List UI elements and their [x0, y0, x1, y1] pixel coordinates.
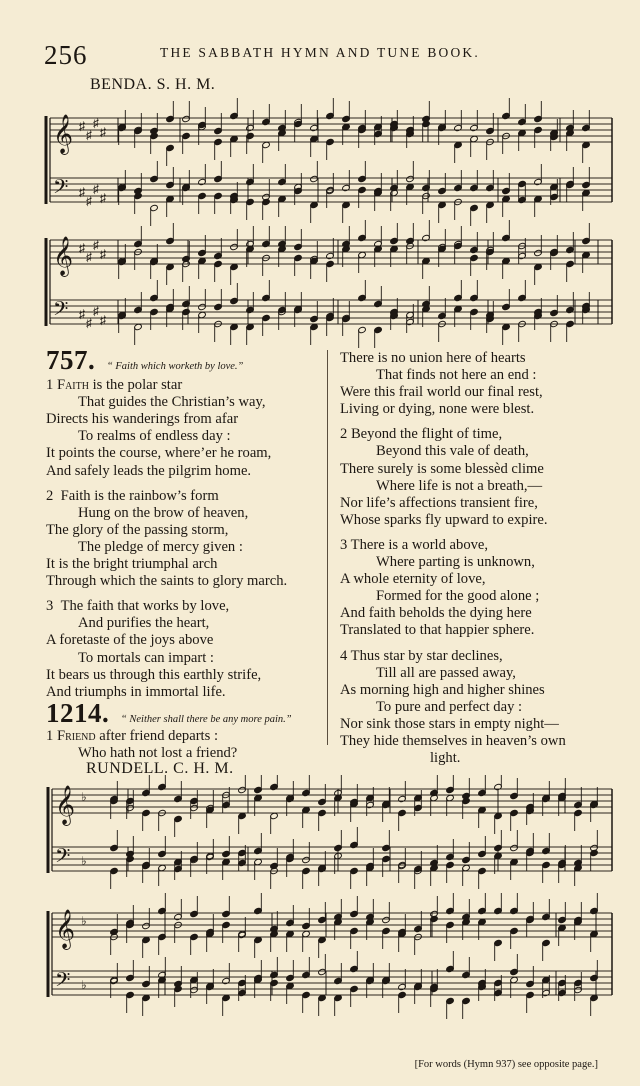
key-signature: ♯: [93, 304, 99, 318]
stanza-line: 1 Faith is the polar star: [46, 377, 183, 394]
running-title: THE SABBATH HYMN AND TUNE BOOK.: [160, 45, 480, 60]
stanza-line: They hide themselves in heaven’s own: [340, 732, 566, 749]
stanza-line: 1 Friend after friend departs :: [46, 727, 218, 744]
stanza-line: To mortals can impart :: [78, 649, 214, 666]
stanza-line: And faith beholds the dying here: [340, 605, 532, 622]
stanza-line: It points the course, where’er he roam,: [46, 445, 272, 462]
stanza-line: Living or dying, none were blest.: [340, 401, 535, 418]
stanza-line: Beyond this vale of death,: [376, 443, 529, 460]
hymn-number: 757.: [46, 345, 96, 375]
stanza-line: 4 Thus star by star declines,: [340, 647, 503, 664]
bass-clef: 𝄢: [53, 297, 69, 325]
key-signature: ♭: [81, 790, 87, 804]
stanza-line: Directs his wanderings from afar: [46, 411, 239, 428]
key-signature: ♭: [81, 978, 87, 992]
stanza-line: And triumphs in immortal life.: [46, 683, 226, 700]
treble-clef: 𝄞: [53, 236, 74, 276]
column-divider: [327, 350, 328, 745]
stanza-line: Nor life’s affections transient fire,: [340, 494, 538, 511]
stanza-line: And purifies the heart,: [78, 615, 210, 632]
stanza-line: There is no union here of hearts: [340, 350, 526, 366]
stanza-line: As morning high and higher shines: [340, 681, 545, 698]
bass-clef: 𝄢: [53, 175, 69, 203]
stanza-line: That guides the Christian’s way,: [78, 394, 266, 411]
stanza-line: Translated to that happier sphere.: [340, 622, 535, 639]
key-signature: ♯: [79, 185, 85, 199]
stanza-line: Formed for the good alone ;: [376, 588, 540, 605]
stanza-line: A foretaste of the joys above: [46, 632, 214, 649]
tune-title-benda: BENDA. S. H. M.: [90, 76, 216, 93]
stanza-line: Where life is not a breath,—: [376, 477, 543, 494]
stanza-line: A whole eternity of love,: [340, 571, 486, 588]
stanza-line: 2 Faith is the rainbow’s form: [46, 487, 219, 504]
treble-clef: 𝄞: [53, 114, 74, 154]
stanza-line: Were this frail world our final rest,: [340, 384, 543, 401]
key-signature: ♯: [86, 316, 92, 330]
stanza-line: Nor sink those stars in empty night—: [340, 715, 559, 732]
hymn-number: 1214.: [46, 697, 110, 728]
key-signature: ♯: [86, 128, 92, 142]
hymn-epigraph: “ Faith which worketh by love.”: [106, 361, 244, 372]
stanza-line: Whose sparks fly upward to expire.: [340, 511, 548, 528]
treble-clef: 𝄞: [55, 909, 76, 949]
key-signature: ♯: [79, 307, 85, 321]
stanza-line: 3 There is a world above,: [340, 536, 489, 553]
key-signature: ♯: [100, 191, 106, 205]
key-signature: ♯: [93, 182, 99, 196]
hymn-1214: [46, 697, 326, 728]
stanza-line: The glory of the passing storm,: [46, 521, 229, 538]
key-signature: ♭: [81, 854, 87, 868]
bass-clef: 𝄢: [55, 968, 71, 996]
key-signature: ♯: [79, 241, 85, 255]
key-signature: ♯: [100, 247, 106, 261]
hymn-1214-continued: [340, 350, 625, 767]
page-number: 256: [44, 40, 88, 70]
key-signature: ♯: [93, 238, 99, 252]
hymn-epigraph: “ Neither shall there be any more pain.”: [120, 713, 292, 725]
key-signature: ♯: [86, 194, 92, 208]
treble-clef: 𝄞: [55, 785, 76, 825]
stanza-line: The pledge of mercy given :: [78, 538, 243, 555]
stanza-line: light.: [430, 750, 461, 767]
tune-title-rundell: RUNDELL. C. H. M.: [86, 760, 234, 777]
key-signature: ♯: [79, 119, 85, 133]
stanza-line: Where parting is unknown,: [376, 554, 535, 571]
hymn-757: [46, 345, 326, 762]
stanza-line: There surely is some blessèd clime: [340, 460, 544, 477]
stanza-line: Through which the saints to glory march.: [46, 573, 288, 590]
footnote: [For words (Hymn 937) see opposite page.]: [414, 1059, 598, 1070]
stanza-line: Hung on the brow of heaven,: [78, 504, 249, 521]
stanza-line: It is the bright triumphal arch: [46, 556, 218, 573]
stanza-line: Who hath not lost a friend?: [78, 744, 238, 761]
stanza-line: To pure and perfect day :: [376, 698, 523, 715]
key-signature: ♯: [100, 313, 106, 327]
stanza-line: It bears us through this earthly strife,: [46, 666, 262, 683]
stanza-line: That finds not here an end :: [376, 367, 537, 384]
key-signature: ♭: [81, 914, 87, 928]
key-signature: ♯: [93, 116, 99, 130]
stanza-line: To realms of endless day :: [78, 428, 231, 445]
key-signature: ♯: [100, 125, 106, 139]
key-signature: ♯: [86, 250, 92, 264]
stanza-line: Till all are passed away,: [376, 664, 516, 681]
stanza-line: And safely leads the pilgrim home.: [46, 462, 252, 479]
stanza-line: 2 Beyond the flight of time,: [340, 426, 503, 443]
stanza-line: 3 The faith that works by love,: [46, 598, 230, 615]
music-score-rundell: [0, 775, 640, 1045]
music-score-benda: [0, 90, 640, 350]
bass-clef: 𝄢: [55, 844, 71, 872]
